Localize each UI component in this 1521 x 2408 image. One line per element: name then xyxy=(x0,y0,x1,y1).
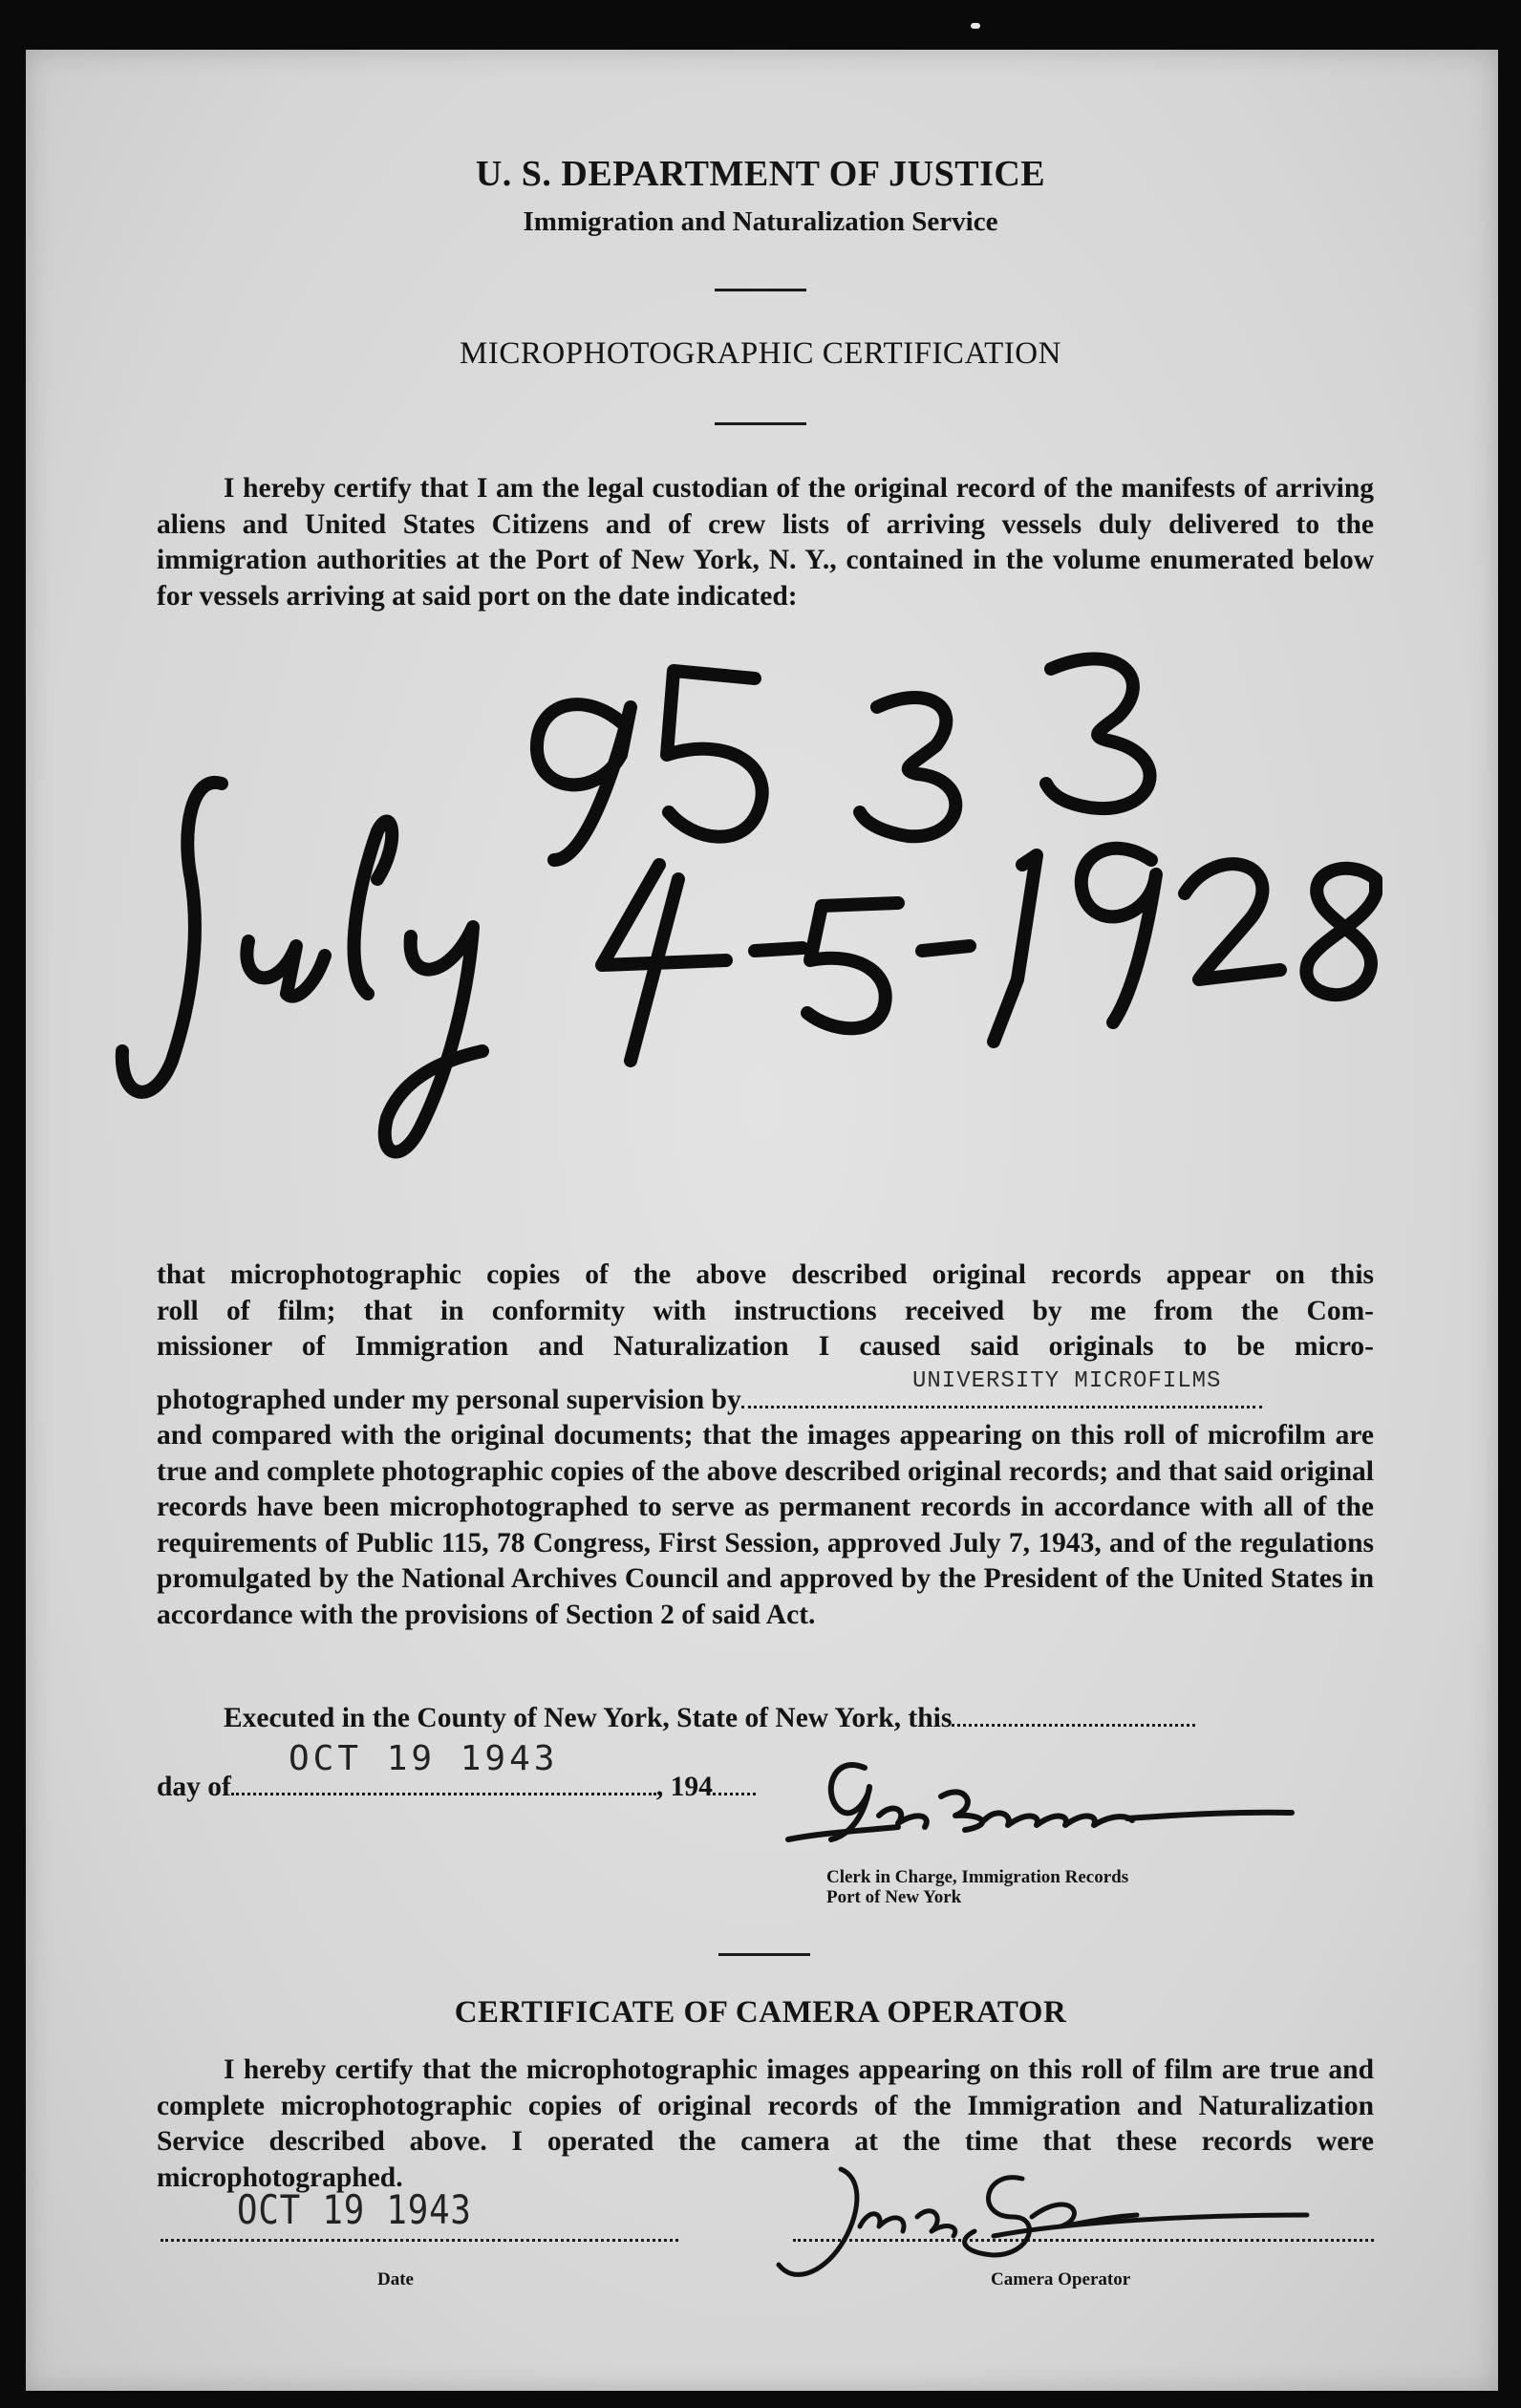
body-line-2: roll of film; that in conformity with instructions received by me from the Com- xyxy=(157,1296,1374,1326)
supervision-label: photographed under my personal supervision by xyxy=(157,1385,741,1415)
stamped-date-clerk: OCT 19 1943 xyxy=(289,1739,559,1778)
department-heading: U. S. DEPARTMENT OF JUSTICE xyxy=(475,154,1046,194)
stamped-date-camera: OCT 19 1943 xyxy=(237,2186,472,2233)
body-line-1: that microphotographic copies of the above described original records appear on this xyxy=(157,1259,1374,1290)
year-label: , 194 xyxy=(655,1772,713,1802)
camera-certificate-title: CERTIFICATE OF CAMERA OPERATOR xyxy=(454,1995,1067,2030)
body-line-3: missioner of Immigration and Naturalization I caused said originals to be micro- xyxy=(157,1331,1374,1362)
body-paragraph: and compared with the original documents; that the images appearing on this roll of microfilm are true and complete photographic copies of the above described original records; and that said original records have been microphotographed to serve as permanent records in accordance with all of the requirements of Public 115, 78 Congress, First Session, approved July 7, 1943, and of the regulations promulgated by the National Archives Council and approved by the President of the United States in accordance with the provisions of Section 2 of said Act. xyxy=(157,1420,1374,1630)
microfilm-company: UNIVERSITY MICROFILMS xyxy=(912,1368,1222,1394)
day-of-label: day of xyxy=(157,1772,231,1802)
camera-operator-label: Camera Operator xyxy=(991,2269,1131,2290)
service-subheading: Immigration and Naturalization Service xyxy=(523,206,998,237)
intro-paragraph: I hereby certify that I am the legal custodian of the original record of the manifests of arriving aliens and United States Citizens and of crew lists of arriving vessels duly delivered to the immigration authorities at the Port of New York, N. Y., contained in the volume enumerated below for vessels arriving at said port on the date indicated: xyxy=(157,473,1374,612)
clerk-title: Clerk in Charge, Immigration Records xyxy=(826,1867,1129,1887)
clerk-port: Port of New York xyxy=(826,1887,962,1907)
date-label: Date xyxy=(377,2269,414,2290)
camera-paragraph: I hereby certify that the microphotographic images appearing on this roll of film are true and complete microphotographic copies of original records of the Immigration and Naturalization Service described above. I operated the camera at the time that these records were microphotographed. xyxy=(157,2054,1374,2193)
certification-title: MICROPHOTOGRAPHIC CERTIFICATION xyxy=(460,336,1061,371)
executed-label: Executed in the County of New York, State of New York, this xyxy=(224,1703,953,1733)
